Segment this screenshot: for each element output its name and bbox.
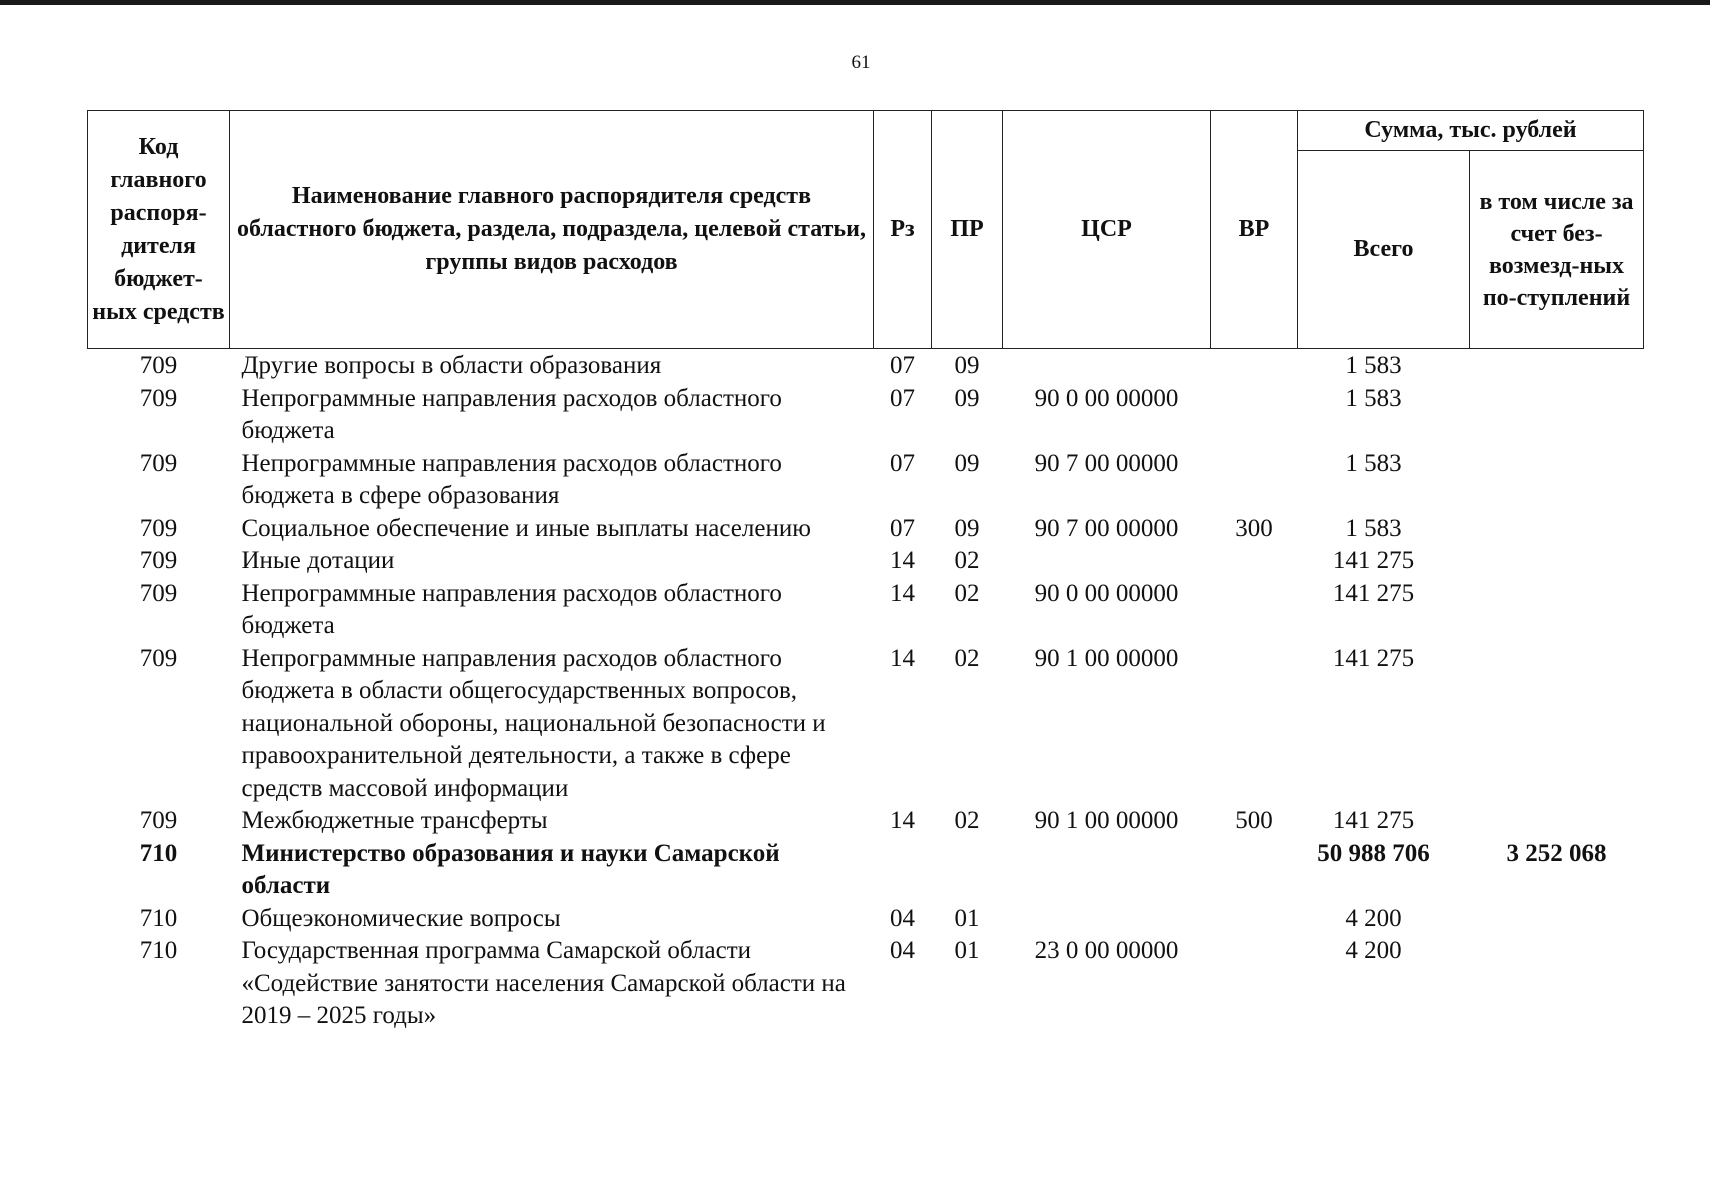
header-pr: ПР xyxy=(932,111,1003,349)
table-row xyxy=(88,935,1644,1033)
header-code: Код главного распоря-дителя бюджет-ных средств xyxy=(88,111,230,349)
cell-total: 1 583 xyxy=(1345,514,1402,542)
cell-total: 141 275 xyxy=(1332,579,1415,607)
cell-free xyxy=(1470,935,1644,1033)
table-row xyxy=(88,448,1644,513)
table-row xyxy=(88,513,1644,546)
cell-free xyxy=(1470,383,1644,448)
table-row xyxy=(88,349,1644,383)
page-number: 61 xyxy=(851,52,871,73)
cell-code: 709 xyxy=(139,384,178,412)
cell-vr xyxy=(1211,935,1298,1033)
cell-name: Межбюджетные трансферты xyxy=(241,807,548,834)
table-body xyxy=(88,349,1644,1033)
cell-free xyxy=(1470,349,1644,383)
header-amount-group: Сумма, тыс. рублей xyxy=(1298,111,1644,151)
cell-rz: 14 xyxy=(890,644,915,672)
cell-pr: 09 xyxy=(954,352,980,379)
cell-rz: 14 xyxy=(890,547,915,574)
table-row xyxy=(88,578,1644,643)
cell-vr xyxy=(1211,383,1298,448)
cell-code: 709 xyxy=(139,579,178,607)
cell-free xyxy=(1470,643,1644,806)
cell-csr xyxy=(1003,838,1211,903)
header-csr: ЦСР xyxy=(1003,111,1211,349)
cell-total: 141 275 xyxy=(1332,807,1415,834)
cell-name: Иные дотации xyxy=(241,547,395,574)
header-name: Наименование главного распорядителя средств областного бюджета, раздела, подраздела, целевой статьи, группы видов расходов xyxy=(230,111,874,349)
cell-name: Непрограммные направления расходов областного бюджета в сфере образования xyxy=(241,449,782,509)
cell-csr xyxy=(1003,545,1211,578)
cell-free xyxy=(1470,903,1644,936)
cell-rz: 07 xyxy=(890,449,915,477)
cell-rz: 07 xyxy=(890,384,915,412)
cell-vr xyxy=(1211,903,1298,936)
header-amount-total: Всего xyxy=(1298,151,1470,349)
cell-csr: 23 0 00 00000 xyxy=(1034,937,1179,964)
cell-total: 141 275 xyxy=(1332,644,1415,672)
table-row xyxy=(88,838,1644,903)
cell-csr: 90 0 00 00000 xyxy=(1034,384,1179,412)
cell-free: 3 252 068 xyxy=(1506,839,1607,867)
cell-vr xyxy=(1211,349,1298,383)
cell-pr: 09 xyxy=(954,384,980,412)
cell-code: 709 xyxy=(139,644,178,672)
cell-csr: 90 0 00 00000 xyxy=(1034,579,1179,607)
cell-csr: 90 7 00 00000 xyxy=(1034,514,1179,542)
cell-total: 1 583 xyxy=(1345,449,1402,477)
budget-table xyxy=(87,110,1644,1033)
cell-rz: 07 xyxy=(890,514,915,542)
table-row xyxy=(88,643,1644,806)
cell-vr xyxy=(1211,545,1298,578)
cell-rz: 14 xyxy=(890,579,915,607)
cell-pr xyxy=(932,838,1003,903)
table-row xyxy=(88,545,1644,578)
cell-pr: 02 xyxy=(954,807,980,834)
cell-total: 4 200 xyxy=(1345,904,1402,932)
cell-name: Общеэкономические вопросы xyxy=(241,904,561,932)
cell-rz: 04 xyxy=(890,937,915,964)
cell-name: Непрограммные направления расходов областного бюджета в области общегосударственных вопросов, национальной обороны, национальной безопасности и правоохранительной деятельности, а также в сфере средств массовой информации xyxy=(241,644,826,802)
top-border xyxy=(0,0,1710,5)
cell-name: Социальное обеспечение и иные выплаты населению xyxy=(241,514,811,542)
cell-free xyxy=(1470,513,1644,546)
cell-total: 141 275 xyxy=(1332,547,1415,574)
table-row xyxy=(88,903,1644,936)
cell-pr: 09 xyxy=(954,449,980,477)
cell-vr: 500 xyxy=(1235,807,1273,834)
cell-code: 709 xyxy=(139,514,178,542)
cell-pr: 01 xyxy=(954,937,980,964)
cell-free xyxy=(1470,545,1644,578)
header-vr: ВР xyxy=(1211,111,1298,349)
cell-code: 710 xyxy=(139,904,178,932)
cell-rz: 04 xyxy=(890,904,915,932)
cell-pr: 09 xyxy=(954,514,980,542)
cell-rz xyxy=(874,838,932,903)
cell-vr xyxy=(1211,643,1298,806)
cell-code: 709 xyxy=(139,449,178,477)
cell-vr xyxy=(1211,578,1298,643)
cell-vr xyxy=(1211,838,1298,903)
cell-total: 1 583 xyxy=(1345,384,1402,412)
cell-csr: 90 7 00 00000 xyxy=(1034,449,1179,477)
cell-vr: 300 xyxy=(1235,514,1273,542)
cell-code: 709 xyxy=(139,547,178,574)
cell-csr: 90 1 00 00000 xyxy=(1034,807,1179,834)
table-header xyxy=(88,111,1644,349)
cell-pr: 02 xyxy=(954,644,980,672)
cell-csr xyxy=(1003,349,1211,383)
cell-pr: 02 xyxy=(954,547,980,574)
cell-name: Непрограммные направления расходов областного бюджета xyxy=(241,384,782,444)
table-row xyxy=(88,383,1644,448)
cell-csr xyxy=(1003,903,1211,936)
cell-total: 4 200 xyxy=(1345,937,1402,964)
cell-name: Другие вопросы в области образования xyxy=(241,352,662,379)
cell-name: Непрограммные направления расходов областного бюджета xyxy=(241,579,782,639)
cell-code: 709 xyxy=(139,352,178,379)
cell-vr xyxy=(1211,448,1298,513)
header-rz: Рз xyxy=(874,111,932,349)
cell-code: 709 xyxy=(139,807,178,834)
table-row xyxy=(88,805,1644,838)
cell-total: 50 988 706 xyxy=(1317,839,1430,867)
cell-code: 710 xyxy=(139,937,178,964)
cell-code: 710 xyxy=(139,839,178,867)
cell-pr: 01 xyxy=(954,904,980,932)
cell-name: Министерство образования и науки Самарской области xyxy=(241,839,780,899)
cell-total: 1 583 xyxy=(1345,352,1402,379)
cell-free xyxy=(1470,805,1644,838)
cell-name: Государственная программа Самарской области «Содействие занятости населения Самарской области на 2019 – 2025 годы» xyxy=(241,937,846,1029)
cell-pr: 02 xyxy=(954,579,980,607)
header-amount-free: в том числе за счет без-возмезд-ных по-ступлений xyxy=(1470,151,1644,349)
cell-free xyxy=(1470,578,1644,643)
cell-free xyxy=(1470,448,1644,513)
cell-rz: 07 xyxy=(890,352,915,379)
cell-csr: 90 1 00 00000 xyxy=(1034,644,1179,672)
cell-rz: 14 xyxy=(890,807,915,834)
